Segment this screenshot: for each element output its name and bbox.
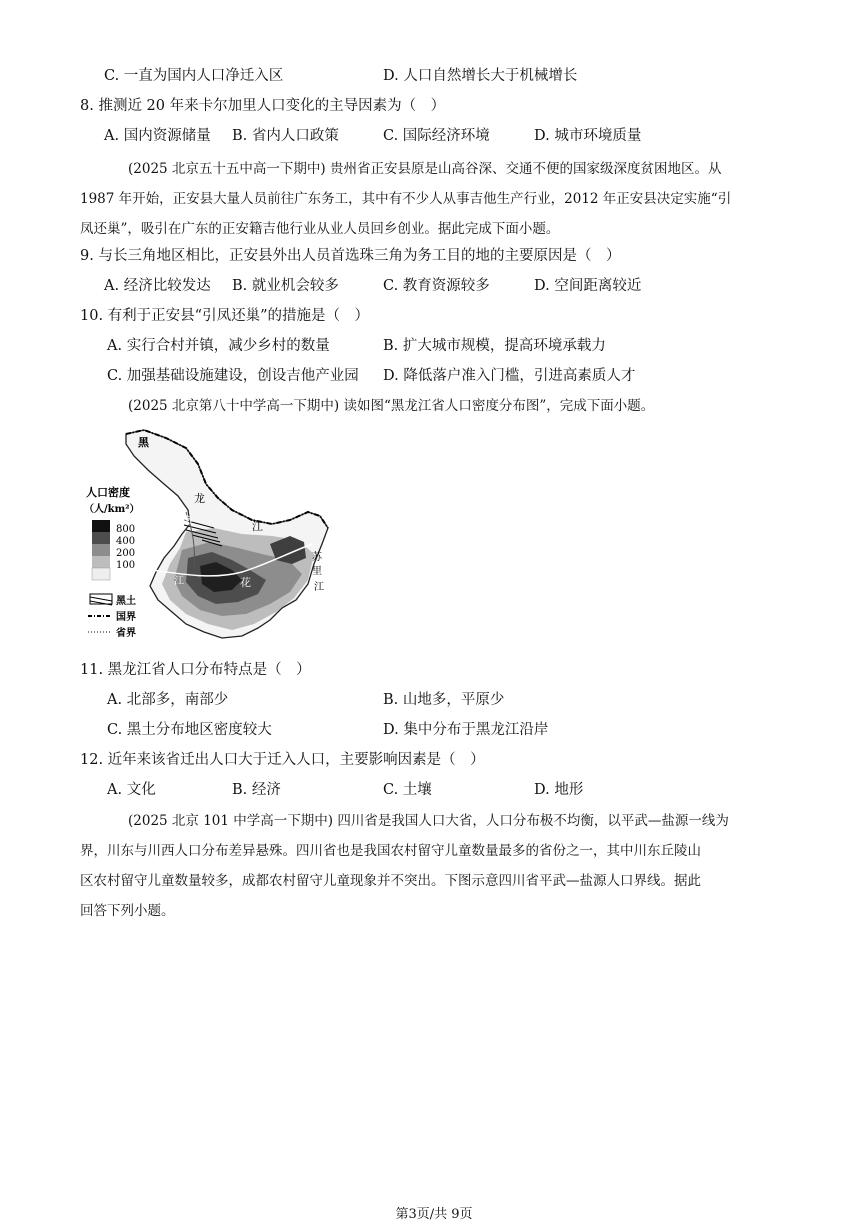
q12-option-b: B. 经济 bbox=[232, 782, 281, 798]
q11-option-d: D. 集中分布于黑龙江沿岸 bbox=[383, 722, 549, 738]
passage-line: (2025 北京 101 中学高一下期中) 四川省是我国人口大省，人口分布极不均衡，以平武—盐源一线为 bbox=[128, 813, 729, 829]
legend-level: 100 bbox=[116, 560, 136, 571]
legend-level: 200 bbox=[116, 548, 136, 559]
river-char: 江 bbox=[252, 520, 263, 533]
question-9-stem: 9. 与长三角地区相比，正安县外出人员首选珠三角为务工目的地的主要原因是（ ） bbox=[80, 248, 621, 264]
black-soil-legend-icon bbox=[90, 594, 112, 605]
q8-option-a: A. 国内资源储量 bbox=[104, 128, 211, 144]
q9-option-c: C. 教育资源较多 bbox=[383, 278, 490, 294]
legend-national-border: 国界 bbox=[116, 612, 136, 623]
river-char: 里 bbox=[312, 566, 322, 577]
question-12-stem: 12. 近年来该省迁出人口大于迁入人口，主要影响因素是（ ） bbox=[80, 752, 485, 768]
q9-option-d: D. 空间距离较近 bbox=[534, 278, 642, 294]
river-char: 江 bbox=[314, 582, 324, 593]
q9-option-b: B. 就业机会较多 bbox=[232, 278, 339, 294]
q11-option-b: B. 山地多，平原少 bbox=[383, 692, 505, 708]
river-char: 嫩 bbox=[182, 514, 193, 527]
passage-line: 区农村留守儿童数量较多，成都农村留守儿童现象并不突出。下图示意四川省平武—盐源人口界线。据此 bbox=[80, 873, 701, 889]
q11-option-a: A. 北部多，南部少 bbox=[107, 692, 229, 708]
legend-provincial-border: 省界 bbox=[116, 628, 136, 639]
q10-option-c: C. 加强基础设施建设，创设吉他产业园 bbox=[107, 368, 359, 384]
river-char: 江 bbox=[174, 576, 184, 587]
river-char: 黑 bbox=[138, 436, 149, 449]
map-legend bbox=[84, 485, 140, 639]
passage-heilongjiang: (2025 北京第八十中学高一下期中) 读如图“黑龙江省人口密度分布图”，完成下面小题。 bbox=[128, 398, 655, 414]
passage-line: 界，川东与川西人口分布差异悬殊。四川省也是我国农村留守儿童数量最多的省份之一，其中川东丘陵山 bbox=[80, 843, 701, 859]
question-8-stem: 8. 推测近 20 年来卡尔加里人口变化的主导因素为（ ） bbox=[80, 98, 446, 114]
passage-line: 凤还巢”，吸引在广东的正安籍吉他行业从业人员回乡创业。据此完成下面小题。 bbox=[80, 221, 560, 237]
q12-option-c: C. 土壤 bbox=[383, 782, 432, 798]
passage-guizhou bbox=[80, 154, 792, 244]
q12-option-a: A. 文化 bbox=[107, 782, 156, 798]
legend-level: 800 bbox=[116, 524, 136, 535]
page-number: 第3页/共 9页 bbox=[395, 1207, 473, 1222]
passage-line: 1987 年开始，正安县大量人员前往广东务工，其中有不少人从事吉他生产行业，2012 年正安县决定实施“引 bbox=[80, 191, 732, 207]
river-char: 龙 bbox=[194, 492, 205, 505]
legend-swatch-200 bbox=[92, 544, 110, 556]
q9-option-a: A. 经济比较发达 bbox=[104, 278, 211, 294]
q8-option-b: B. 省内人口政策 bbox=[232, 128, 339, 144]
legend-swatch-100 bbox=[92, 556, 110, 568]
legend-swatch-800 bbox=[92, 520, 110, 532]
heilongjiang-population-density-map bbox=[82, 424, 340, 648]
q10-option-a: A. 实行合村并镇，减少乡村的数量 bbox=[107, 338, 330, 354]
legend-swatch-lowest bbox=[92, 568, 110, 580]
q10-option-b: B. 扩大城市规模，提高环境承载力 bbox=[383, 338, 606, 354]
legend-swatch-400 bbox=[92, 532, 110, 544]
q7-option-d: D. 人口自然增长大于机械增长 bbox=[383, 68, 578, 84]
river-char: 苏 bbox=[312, 552, 322, 563]
river-char: 花 bbox=[240, 576, 251, 589]
legend-unit: （人/km²） bbox=[84, 504, 140, 515]
passage-line: 回答下列小题。 bbox=[80, 903, 175, 919]
q12-option-d: D. 地形 bbox=[534, 782, 584, 798]
legend-title: 人口密度 bbox=[86, 486, 130, 499]
q7-option-c: C. 一直为国内人口净迁入区 bbox=[104, 68, 284, 84]
q10-option-d: D. 降低落户准入门槛，引进高素质人才 bbox=[383, 368, 636, 384]
q11-option-c: C. 黑土分布地区密度较大 bbox=[107, 722, 272, 738]
q8-option-c: C. 国际经济环境 bbox=[383, 128, 490, 144]
passage-sichuan bbox=[80, 806, 792, 926]
question-11-stem: 11. 黑龙江省人口分布特点是（ ） bbox=[80, 662, 311, 678]
passage-line: (2025 北京五十五中高一下期中) 贵州省正安县原是山高谷深、交通不便的国家级深度贫困地区。从 bbox=[128, 161, 722, 177]
question-10-stem: 10. 有利于正安县“引凤还巢”的措施是（ ） bbox=[80, 308, 369, 324]
legend-level: 400 bbox=[116, 536, 136, 547]
q8-option-d: D. 城市环境质量 bbox=[534, 128, 642, 144]
legend-black-soil: 黑土 bbox=[116, 596, 136, 607]
